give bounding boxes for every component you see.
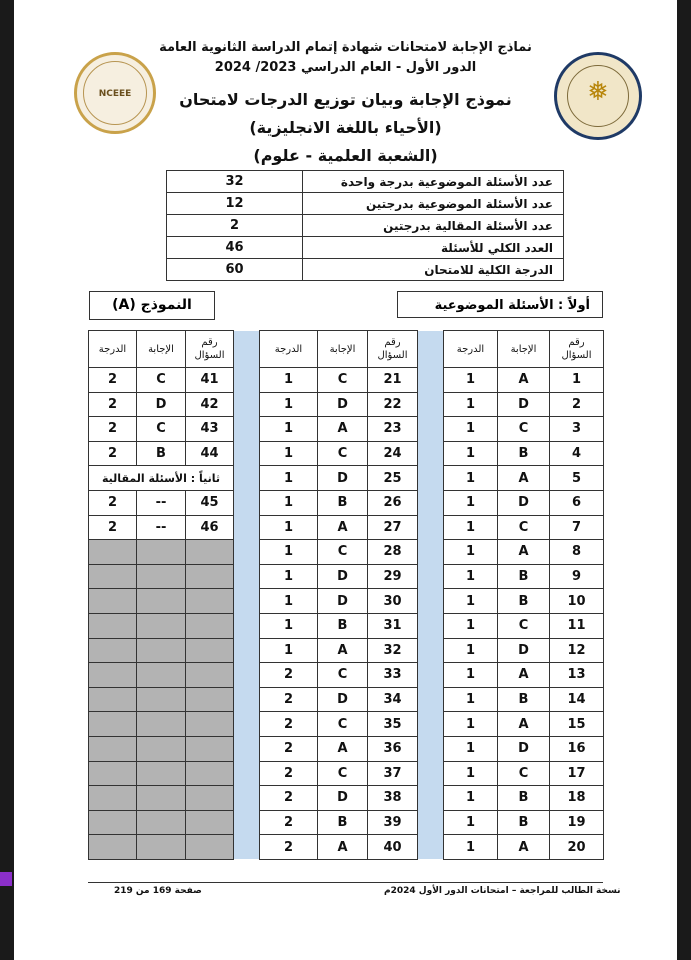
grade-cell: 2 [260, 761, 318, 786]
column-separator [418, 761, 444, 786]
question-number-cell: 15 [550, 712, 604, 737]
answer-cell: C [498, 761, 550, 786]
eagle-icon: ❅ [587, 77, 609, 107]
column-separator [418, 638, 444, 663]
answer-cell: A [318, 638, 368, 663]
empty-cell [186, 589, 234, 614]
grade-cell: 2 [260, 786, 318, 811]
answer-row [89, 687, 604, 712]
grade-cell: 2 [89, 368, 137, 393]
answer-cell: B [498, 786, 550, 811]
summary-table [166, 170, 564, 281]
question-number-cell: 10 [550, 589, 604, 614]
question-number-cell: 29 [368, 564, 418, 589]
column-separator [418, 564, 444, 589]
question-number-cell: 37 [368, 761, 418, 786]
question-number-cell: 9 [550, 564, 604, 589]
summary-row [167, 259, 564, 281]
grade-cell: 1 [444, 564, 498, 589]
grade-cell: 1 [444, 810, 498, 835]
answer-row [89, 736, 604, 761]
question-number-cell: 35 [368, 712, 418, 737]
question-number-cell: 1 [550, 368, 604, 393]
answer-row [89, 564, 604, 589]
empty-cell [89, 786, 137, 811]
empty-cell [186, 687, 234, 712]
empty-cell [186, 835, 234, 860]
grade-cell: 1 [444, 712, 498, 737]
question-number-cell: 43 [186, 417, 234, 442]
answer-cell: D [137, 392, 186, 417]
question-number-cell: 30 [368, 589, 418, 614]
answer-cell: A [318, 736, 368, 761]
column-separator [234, 712, 260, 737]
grade-cell: 1 [444, 417, 498, 442]
empty-cell [186, 564, 234, 589]
column-separator [418, 786, 444, 811]
grade-cell: 1 [260, 441, 318, 466]
summary-label: الدرجة الكلية للامتحان [303, 259, 564, 281]
grade-cell: 2 [89, 490, 137, 515]
grid-header-row [89, 331, 604, 368]
answer-header: الإجابة [137, 331, 186, 368]
question-number-cell: 44 [186, 441, 234, 466]
question-number-cell: 24 [368, 441, 418, 466]
empty-cell [186, 663, 234, 688]
answer-row [89, 490, 604, 515]
column-separator [234, 638, 260, 663]
question-number-cell: 7 [550, 515, 604, 540]
answer-row [89, 712, 604, 737]
question-number-cell: 13 [550, 663, 604, 688]
answer-cell: D [318, 687, 368, 712]
column-separator [418, 736, 444, 761]
question-number-cell: 31 [368, 613, 418, 638]
question-number-header [550, 331, 604, 368]
essay-section-label: ثانياً : الأسئلة المقالية [89, 466, 234, 491]
column-separator [234, 417, 260, 442]
column-separator [418, 613, 444, 638]
column-separator [234, 761, 260, 786]
footer-source: نسخة الطالب للمراجعة – امتحانات الدور الأول 2024م [384, 886, 621, 896]
empty-cell [89, 564, 137, 589]
column-separator [418, 368, 444, 393]
answer-cell: A [498, 540, 550, 565]
column-separator [418, 490, 444, 515]
column-separator [234, 392, 260, 417]
column-separator [234, 663, 260, 688]
grade-cell: 2 [260, 810, 318, 835]
question-number-cell: 4 [550, 441, 604, 466]
grade-cell: 2 [89, 515, 137, 540]
question-number-cell: 18 [550, 786, 604, 811]
empty-cell [137, 687, 186, 712]
question-number-cell: 45 [186, 490, 234, 515]
grade-cell: 1 [260, 589, 318, 614]
column-separator [234, 466, 260, 491]
question-number-cell: 8 [550, 540, 604, 565]
answer-cell: B [498, 441, 550, 466]
grade-header: الدرجة [89, 331, 137, 368]
empty-cell [137, 564, 186, 589]
question-number-cell: 14 [550, 687, 604, 712]
question-number-cell: 23 [368, 417, 418, 442]
answer-row [89, 515, 604, 540]
answer-cell: D [318, 466, 368, 491]
column-separator [234, 786, 260, 811]
answer-cell: B [498, 810, 550, 835]
answer-row [89, 835, 604, 860]
answer-row [89, 613, 604, 638]
grade-cell: 1 [444, 589, 498, 614]
answer-row [89, 589, 604, 614]
question-number-cell: 26 [368, 490, 418, 515]
empty-cell [137, 712, 186, 737]
objective-section-label: أولاً : الأسئلة الموضوعية [397, 291, 603, 318]
answer-cell: C [137, 417, 186, 442]
answer-row [89, 540, 604, 565]
empty-cell [186, 736, 234, 761]
answer-header: الإجابة [318, 331, 368, 368]
column-separator [234, 331, 260, 368]
answer-cell: A [498, 712, 550, 737]
answer-cell: D [318, 589, 368, 614]
grade-cell: 1 [260, 490, 318, 515]
question-number-header [186, 331, 234, 368]
column-separator [234, 589, 260, 614]
summary-value: 2 [167, 215, 303, 237]
answer-cell: B [318, 613, 368, 638]
grade-cell: 1 [260, 564, 318, 589]
empty-cell [89, 540, 137, 565]
answer-cell: C [318, 712, 368, 737]
column-separator [418, 392, 444, 417]
answer-cell: A [318, 515, 368, 540]
column-separator [418, 663, 444, 688]
column-separator [234, 810, 260, 835]
question-number-cell: 20 [550, 835, 604, 860]
branch-title: (الشعبة العلمية - علوم) [253, 146, 438, 165]
summary-value: 60 [167, 259, 303, 281]
empty-cell [89, 835, 137, 860]
nceee-logo-text: NCEEE [98, 89, 132, 99]
question-header-line1: رقم [201, 337, 218, 348]
summary-value: 46 [167, 237, 303, 259]
answer-cell: C [498, 613, 550, 638]
grade-cell: 1 [444, 613, 498, 638]
answer-row [89, 441, 604, 466]
empty-cell [89, 613, 137, 638]
column-separator [234, 835, 260, 860]
answer-row [89, 417, 604, 442]
answer-row [89, 810, 604, 835]
empty-cell [137, 761, 186, 786]
grade-cell: 1 [444, 441, 498, 466]
question-number-cell: 25 [368, 466, 418, 491]
question-header-line1: رقم [568, 337, 585, 348]
answer-cell: A [498, 663, 550, 688]
grade-cell: 1 [444, 663, 498, 688]
answer-cell: A [498, 466, 550, 491]
column-separator [418, 712, 444, 737]
question-number-cell: 22 [368, 392, 418, 417]
question-number-cell: 21 [368, 368, 418, 393]
empty-cell [137, 540, 186, 565]
empty-cell [89, 589, 137, 614]
empty-cell [186, 786, 234, 811]
question-header-line2: السؤال [377, 350, 408, 361]
column-separator [234, 564, 260, 589]
grade-cell: 1 [444, 540, 498, 565]
answer-row [89, 466, 604, 491]
summary-row [167, 193, 564, 215]
grade-cell: 2 [260, 736, 318, 761]
empty-cell [89, 761, 137, 786]
answer-row [89, 663, 604, 688]
question-number-cell: 39 [368, 810, 418, 835]
column-separator [234, 687, 260, 712]
grade-cell: 1 [260, 540, 318, 565]
answer-cell: C [318, 540, 368, 565]
summary-value: 12 [167, 193, 303, 215]
grade-cell: 1 [444, 638, 498, 663]
column-separator [234, 736, 260, 761]
answer-cell: C [498, 515, 550, 540]
question-number-header [368, 331, 418, 368]
summary-row [167, 215, 564, 237]
grade-cell: 1 [444, 786, 498, 811]
empty-cell [137, 835, 186, 860]
empty-cell [186, 712, 234, 737]
answer-cell: C [137, 368, 186, 393]
grade-cell: 1 [260, 368, 318, 393]
grade-cell: 2 [89, 417, 137, 442]
footer-divider [88, 882, 603, 883]
grade-cell: 1 [444, 835, 498, 860]
empty-cell [186, 638, 234, 663]
question-number-cell: 33 [368, 663, 418, 688]
question-number-cell: 41 [186, 368, 234, 393]
answer-cell: C [318, 663, 368, 688]
question-number-cell: 16 [550, 736, 604, 761]
answer-cell: B [137, 441, 186, 466]
empty-cell [89, 687, 137, 712]
answer-cell: B [498, 564, 550, 589]
grade-cell: 1 [260, 466, 318, 491]
answer-cell: A [318, 835, 368, 860]
column-separator [418, 589, 444, 614]
grade-cell: 2 [260, 835, 318, 860]
subject-title: (الأحياء باللغة الانجليزية) [249, 118, 442, 137]
column-separator [418, 466, 444, 491]
question-number-cell: 40 [368, 835, 418, 860]
answer-cell: C [498, 417, 550, 442]
empty-cell [186, 613, 234, 638]
answer-cell: D [498, 736, 550, 761]
column-separator [234, 515, 260, 540]
answer-cell: B [498, 589, 550, 614]
exam-series-title: نماذج الإجابة لامتحانات شهادة إتمام الدراسة الثانوية العامة [159, 40, 532, 55]
empty-cell [89, 638, 137, 663]
question-number-cell: 46 [186, 515, 234, 540]
grade-cell: 1 [260, 613, 318, 638]
answer-cell: D [318, 392, 368, 417]
question-number-cell: 2 [550, 392, 604, 417]
column-separator [418, 441, 444, 466]
empty-cell [186, 810, 234, 835]
answer-cell: C [318, 441, 368, 466]
question-number-cell: 3 [550, 417, 604, 442]
grade-cell: 1 [444, 736, 498, 761]
answer-cell: B [498, 687, 550, 712]
grade-cell: 1 [444, 761, 498, 786]
grade-cell: 1 [260, 515, 318, 540]
empty-cell [89, 736, 137, 761]
empty-cell [137, 736, 186, 761]
grade-cell: 1 [444, 490, 498, 515]
question-number-cell: 38 [368, 786, 418, 811]
answer-cell: D [318, 564, 368, 589]
summary-value: 32 [167, 171, 303, 193]
column-separator [418, 515, 444, 540]
answer-cell: -- [137, 490, 186, 515]
answer-key-page [14, 0, 677, 960]
grade-cell: 1 [444, 368, 498, 393]
answer-row [89, 786, 604, 811]
grade-cell: 2 [89, 392, 137, 417]
summary-label: العدد الكلي للأسئلة [303, 237, 564, 259]
column-separator [418, 417, 444, 442]
column-separator [234, 441, 260, 466]
empty-cell [89, 663, 137, 688]
empty-cell [186, 761, 234, 786]
answer-cell: A [498, 835, 550, 860]
summary-row [167, 237, 564, 259]
question-number-cell: 34 [368, 687, 418, 712]
column-separator [418, 331, 444, 368]
answer-grid [88, 330, 604, 860]
answer-cell: -- [137, 515, 186, 540]
side-marker [0, 872, 12, 886]
question-number-cell: 36 [368, 736, 418, 761]
column-separator [234, 540, 260, 565]
grade-cell: 1 [260, 417, 318, 442]
empty-cell [137, 810, 186, 835]
answer-row [89, 638, 604, 663]
answer-header: الإجابة [498, 331, 550, 368]
grade-header: الدرجة [260, 331, 318, 368]
question-number-cell: 5 [550, 466, 604, 491]
question-header-line1: رقم [384, 337, 401, 348]
column-separator [234, 368, 260, 393]
question-number-cell: 11 [550, 613, 604, 638]
empty-cell [137, 613, 186, 638]
grade-cell: 1 [444, 466, 498, 491]
grade-cell: 1 [444, 687, 498, 712]
question-number-cell: 32 [368, 638, 418, 663]
empty-cell [137, 589, 186, 614]
question-number-cell: 42 [186, 392, 234, 417]
page-title: نموذج الإجابة وبيان توزيع الدرجات لامتحان [179, 90, 512, 109]
question-number-cell: 12 [550, 638, 604, 663]
grade-cell: 2 [260, 663, 318, 688]
summary-label: عدد الأسئلة الموضوعية بدرجة واحدة [303, 171, 564, 193]
model-label: النموذج (A) [89, 291, 215, 320]
answer-cell: D [318, 786, 368, 811]
page-number: صفحة 169 من 219 [114, 886, 202, 896]
column-separator [234, 490, 260, 515]
answer-cell: D [498, 638, 550, 663]
question-number-cell: 28 [368, 540, 418, 565]
answer-cell: C [318, 761, 368, 786]
question-number-cell: 17 [550, 761, 604, 786]
column-separator [418, 835, 444, 860]
answer-cell: A [318, 417, 368, 442]
question-header-line2: السؤال [194, 350, 225, 361]
grade-header: الدرجة [444, 331, 498, 368]
column-separator [418, 810, 444, 835]
question-number-cell: 6 [550, 490, 604, 515]
grade-cell: 1 [260, 638, 318, 663]
empty-cell [89, 712, 137, 737]
column-separator [418, 540, 444, 565]
grade-cell: 1 [260, 392, 318, 417]
empty-cell [137, 638, 186, 663]
answer-cell: B [318, 810, 368, 835]
answer-row [89, 368, 604, 393]
question-number-cell: 19 [550, 810, 604, 835]
answer-cell: D [498, 490, 550, 515]
exam-session: الدور الأول - العام الدراسي 2023/ 2024 [214, 60, 477, 75]
grade-cell: 1 [444, 515, 498, 540]
empty-cell [186, 540, 234, 565]
answer-cell: A [498, 368, 550, 393]
answer-row [89, 761, 604, 786]
answer-cell: C [318, 368, 368, 393]
summary-label: عدد الأسئلة المقالية بدرجتين [303, 215, 564, 237]
grade-cell: 1 [444, 392, 498, 417]
empty-cell [137, 663, 186, 688]
empty-cell [89, 810, 137, 835]
question-number-cell: 27 [368, 515, 418, 540]
empty-cell [137, 786, 186, 811]
answer-cell: D [498, 392, 550, 417]
grade-cell: 2 [89, 441, 137, 466]
answer-cell: B [318, 490, 368, 515]
column-separator [234, 613, 260, 638]
grade-cell: 2 [260, 712, 318, 737]
summary-label: عدد الأسئلة الموضوعية بدرجتين [303, 193, 564, 215]
summary-row [167, 171, 564, 193]
answer-row [89, 392, 604, 417]
column-separator [418, 687, 444, 712]
question-header-line2: السؤال [561, 350, 592, 361]
grade-cell: 2 [260, 687, 318, 712]
